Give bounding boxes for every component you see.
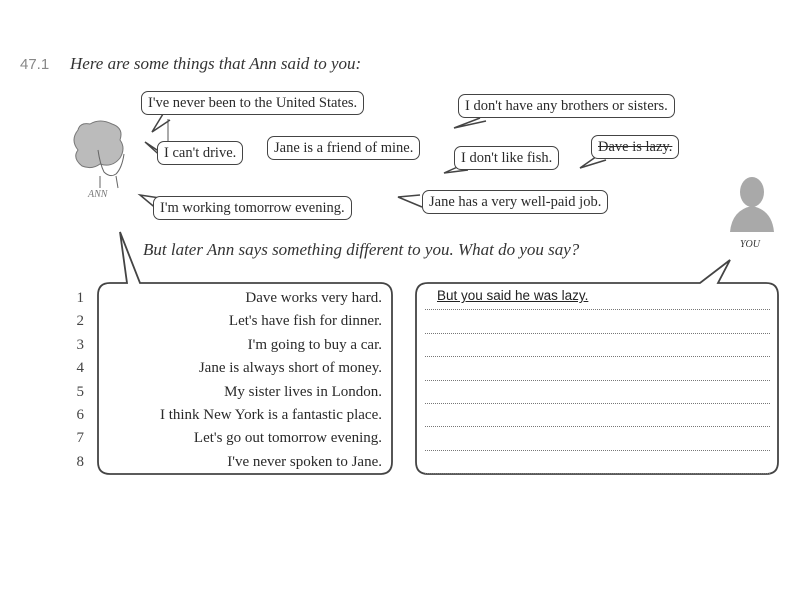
item-number: 6	[76, 407, 84, 424]
ann-sentence: Let's have fish for dinner.	[228, 313, 382, 330]
ann-sentence: Jane is always short of money.	[198, 360, 382, 377]
item-number: 1	[76, 290, 84, 306]
answer-line[interactable]	[425, 451, 770, 474]
exercise-intro: Here are some things that Ann said to you:	[70, 54, 362, 73]
tail-brothers-bubble	[454, 118, 486, 128]
ann-sentence: I'm going to buy a car.	[247, 336, 382, 353]
item-numbers	[70, 287, 84, 474]
answer-lines	[425, 287, 770, 474]
statement-bubble: I don't like fish.	[454, 146, 559, 170]
ann-sentence: Dave works very hard.	[245, 290, 382, 306]
item-number: 7	[76, 430, 84, 447]
exercise-instruction: But later Ann says something different to you. What do you say?	[143, 240, 580, 259]
item-number: 3	[76, 336, 84, 353]
ann-sentences	[100, 287, 382, 474]
tail-us-bubble	[152, 114, 170, 132]
answer-line[interactable]	[425, 310, 770, 333]
ann-sentence: I think New York is a fantastic place.	[159, 407, 382, 424]
statement-bubble: I've never been to the United States.	[141, 91, 364, 115]
ann-figure-icon	[74, 121, 124, 188]
statement-bubble: I don't have any brothers or sisters.	[458, 94, 675, 118]
item-number: 5	[76, 383, 84, 400]
item-number: 4	[76, 360, 84, 377]
answer-line[interactable]	[425, 357, 770, 380]
ann-sentence: My sister lives in London.	[224, 383, 382, 400]
answer-example: But you said he was lazy.	[425, 287, 770, 310]
answer-line[interactable]	[425, 381, 770, 404]
you-label: YOU	[740, 239, 761, 250]
statement-bubble: Jane has a very well-paid job.	[422, 190, 608, 214]
exercise-number: 47.1	[20, 56, 50, 73]
you-figure-icon	[730, 177, 774, 232]
tail-jane-job-bubble	[398, 195, 422, 207]
statement-bubble: Jane is a friend of mine.	[267, 136, 420, 160]
item-number: 2	[76, 313, 84, 330]
statement-bubble-crossed: Dave is lazy.	[591, 135, 679, 159]
ann-label: ANN	[88, 189, 108, 200]
item-number: 8	[76, 453, 84, 470]
ann-sentence: I've never spoken to Jane.	[227, 453, 382, 470]
statement-bubble: I can't drive.	[157, 141, 243, 165]
ann-sentence: Let's go out tomorrow evening.	[193, 430, 382, 447]
answer-line[interactable]	[425, 427, 770, 450]
answer-line[interactable]	[425, 404, 770, 427]
answer-line[interactable]	[425, 334, 770, 357]
statement-bubble: I'm working tomorrow evening.	[153, 196, 352, 220]
